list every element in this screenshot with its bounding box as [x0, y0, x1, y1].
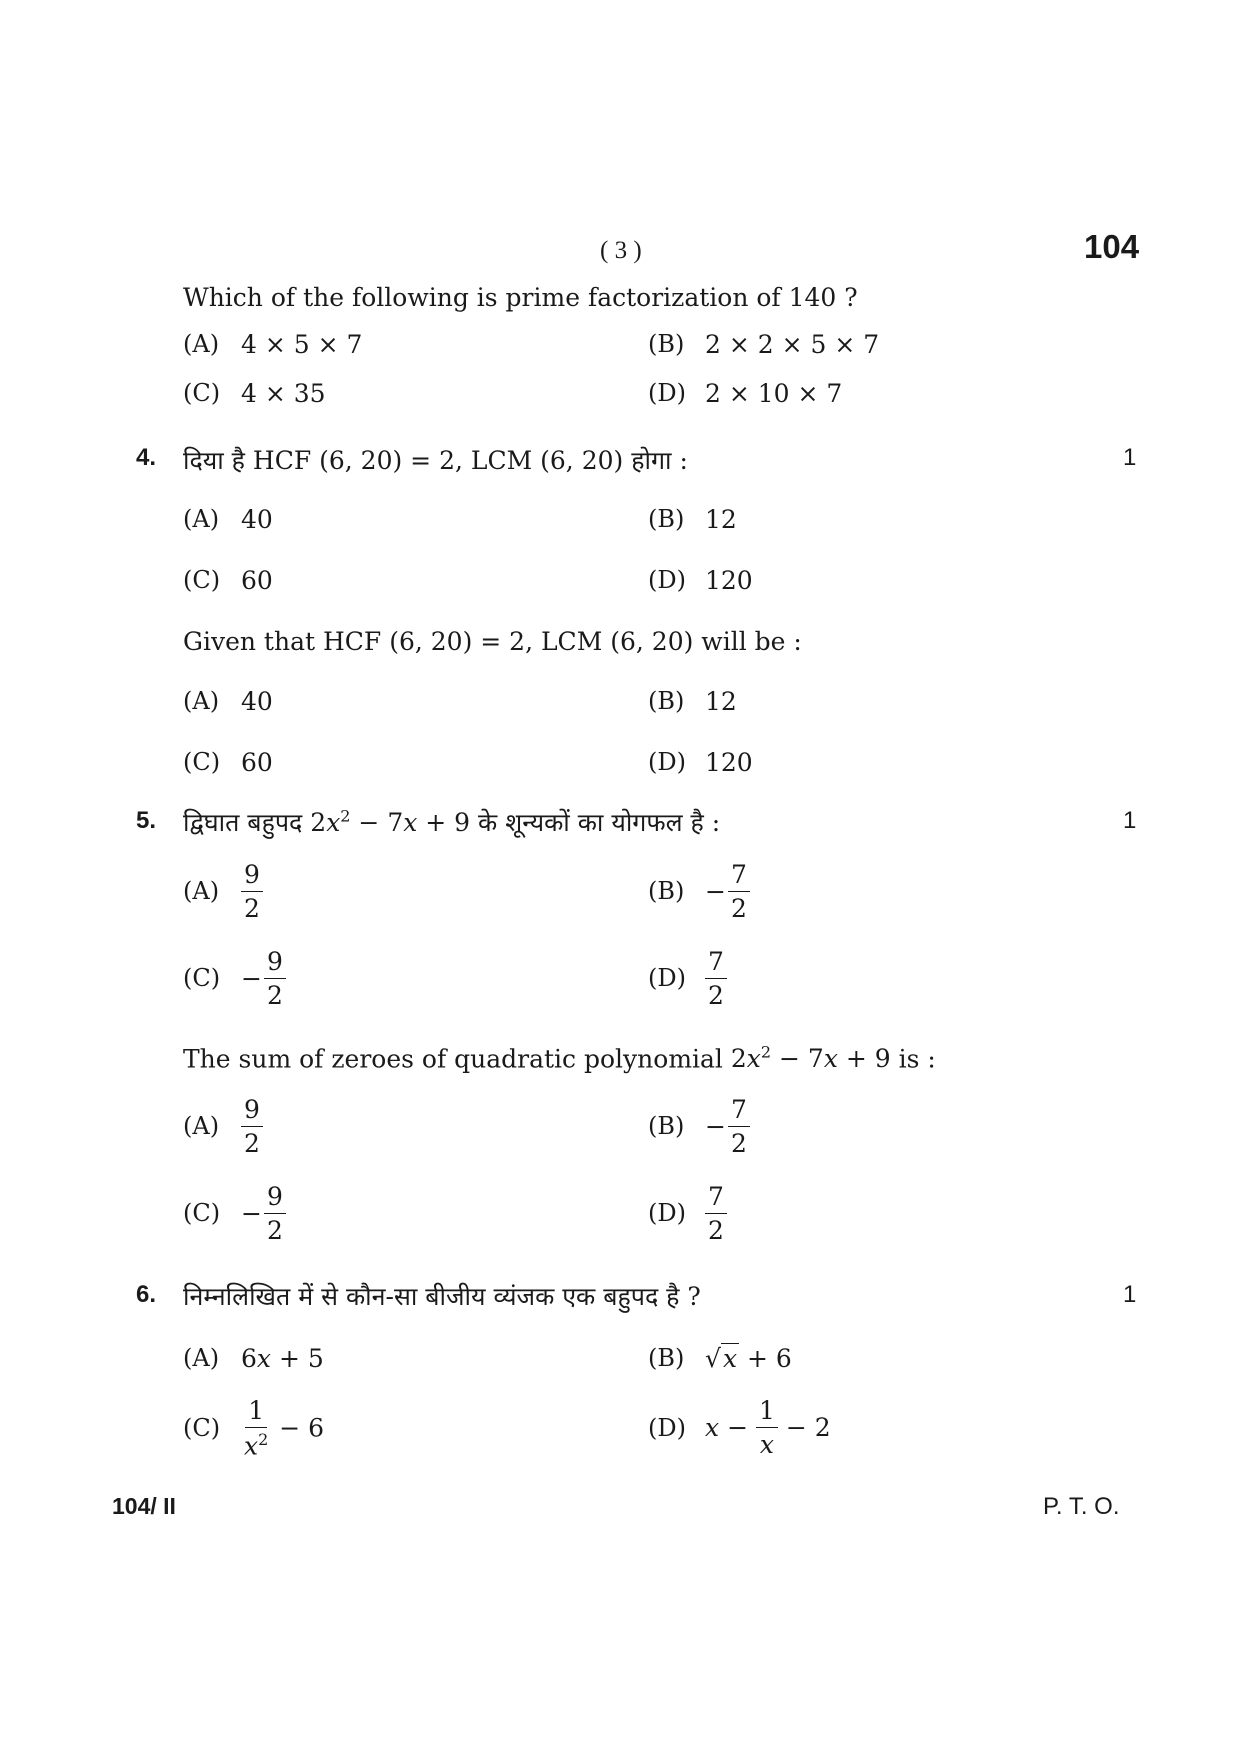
question-3-stem-english: Which of the following is prime factorization of 140 ? [183, 283, 858, 312]
q5-english-option-a-letter: (A) [183, 1112, 220, 1140]
q3-option-b-value: 2 × 2 × 5 × 7 [705, 330, 880, 359]
q6-option-a-value: 6x + 5 [241, 1344, 324, 1373]
question-6-stem-hindi: निम्नलिखित में से कौन-सा बीजीय व्यंजक एक बहुपद है ? [183, 1282, 701, 1311]
q5-hindi-polynomial: $2x^2 - 7x + 9$ [310, 806, 471, 837]
question-5-marks: 1 [1123, 807, 1137, 834]
question-5-number: 5. [136, 807, 157, 834]
q4-hindi-option-b-value: 12 [705, 505, 737, 534]
square-root-sign: √ [705, 1344, 721, 1373]
q5-english-option-d-letter: (D) [648, 1199, 686, 1227]
q6-option-d-value: x − $\frac{1}{x}$ − 2 [705, 1396, 831, 1459]
q3-option-c-value: 4 × 35 [241, 379, 326, 408]
q4-english-option-d-value: 120 [705, 748, 753, 777]
q5-hindi-option-a-letter: (A) [183, 877, 220, 905]
question-4-stem-hindi: दिया है HCF (6, 20) = 2, LCM (6, 20) होगा : [183, 446, 688, 475]
q4-hindi-option-a-letter: (A) [183, 505, 220, 533]
q6-option-c-letter: (C) [183, 1414, 221, 1442]
q6-option-c-value: $\frac{1}{x^2}$ − 6 [244, 1396, 325, 1461]
q5-english-option-b-value: − $\frac{7}{2}$ [705, 1097, 750, 1156]
question-5-stem-hindi [183, 805, 720, 839]
q5-hindi-option-d-letter: (D) [648, 964, 686, 992]
q4-english-option-c-value: 60 [241, 748, 273, 777]
q4-english-option-c-letter: (C) [183, 748, 221, 776]
q5-hindi-option-d-value: $\frac{7}{2}$ [705, 949, 727, 1008]
q5-english-stem-after: is : [898, 1044, 936, 1074]
q4-english-option-b-value: 12 [705, 687, 737, 716]
q5-english-polynomial: $2x^2 - 7x + 9$ [730, 1043, 891, 1074]
q5-hindi-option-b-value: − $\frac{7}{2}$ [705, 862, 750, 921]
q5-hindi-option-c-letter: (C) [183, 964, 221, 992]
question-4-number: 4. [136, 444, 157, 471]
q5-english-option-c-value: − $\frac{9}{2}$ [241, 1184, 286, 1243]
q5-hindi-option-a-value: $\frac{9}{2}$ [241, 862, 263, 921]
q3-option-c-letter: (C) [183, 379, 221, 407]
q5-english-option-b-letter: (B) [648, 1112, 685, 1140]
footer-paper-code: 104/ II [112, 1493, 176, 1519]
q3-option-d-value: 2 × 10 × 7 [705, 379, 843, 408]
paper-code: 104 [1084, 228, 1140, 265]
q6-option-b-letter: (B) [648, 1344, 685, 1372]
q3-option-a-value: 4 × 5 × 7 [241, 330, 363, 359]
q5-hindi-option-b-letter: (B) [648, 877, 685, 905]
q5-hindi-stem-before: द्विघात बहुपद [183, 808, 303, 837]
question-6-number: 6. [136, 1281, 157, 1308]
q3-option-a-letter: (A) [183, 330, 220, 358]
q4-english-option-a-letter: (A) [183, 687, 220, 715]
q3-option-d-letter: (D) [648, 379, 686, 407]
q4-hindi-option-d-letter: (D) [648, 566, 686, 594]
page-number: ( 3 ) [600, 237, 642, 264]
q5-english-option-c-letter: (C) [183, 1199, 221, 1227]
q6-option-d-letter: (D) [648, 1414, 686, 1442]
question-4-marks: 1 [1123, 444, 1137, 471]
q3-option-b-letter: (B) [648, 330, 685, 358]
q4-hindi-option-c-value: 60 [241, 566, 273, 595]
q5-hindi-option-c-value: − $\frac{9}{2}$ [241, 949, 286, 1008]
q6-option-b-value: √x + 6 [705, 1344, 792, 1373]
q4-english-option-d-letter: (D) [648, 748, 686, 776]
q5-english-stem-before: The sum of zeroes of quadratic polynomial [183, 1044, 723, 1074]
q4-english-option-a-value: 40 [241, 687, 273, 716]
q4-hindi-option-c-letter: (C) [183, 566, 221, 594]
q4-hindi-option-a-value: 40 [241, 505, 273, 534]
footer-pto: P. T. O. [1043, 1493, 1120, 1520]
q4-english-option-b-letter: (B) [648, 687, 685, 715]
q5-english-option-d-value: $\frac{7}{2}$ [705, 1184, 727, 1243]
question-5-stem-english [183, 1043, 936, 1073]
q5-english-option-a-value: $\frac{9}{2}$ [241, 1097, 263, 1156]
q4-hindi-option-d-value: 120 [705, 566, 753, 595]
question-6-marks: 1 [1123, 1281, 1137, 1308]
q5-hindi-stem-after: के शून्यकों का योगफल है : [478, 808, 721, 837]
q6-option-a-letter: (A) [183, 1344, 220, 1372]
question-4-stem-english: Given that HCF (6, 20) = 2, LCM (6, 20) will be : [183, 627, 802, 656]
q4-hindi-option-b-letter: (B) [648, 505, 685, 533]
